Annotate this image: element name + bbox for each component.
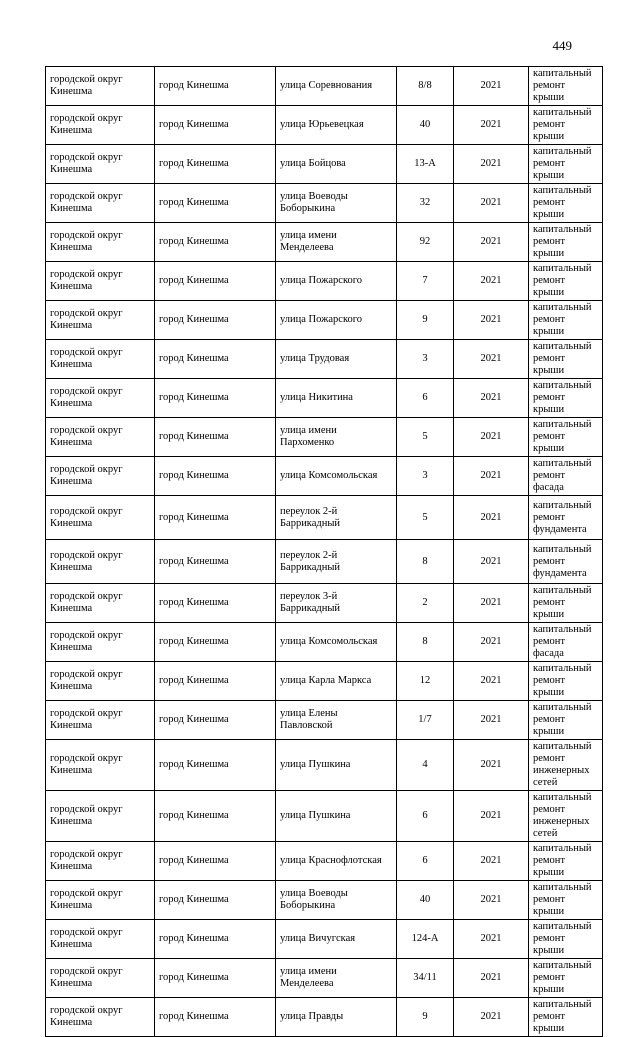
- table-row: [46, 106, 603, 145]
- street-cell: улица Воеводы Боборыкина: [276, 881, 397, 920]
- year-cell: 2021: [454, 881, 529, 920]
- municipality-cell: городской округ Кинешма: [46, 662, 155, 701]
- street-cell: улица Краснофлотская: [276, 842, 397, 881]
- repair-type-cell: капитальный ремонт крыши: [529, 145, 603, 184]
- repair-type-cell: капитальный ремонт крыши: [529, 701, 603, 740]
- street-cell: улица Пушкина: [276, 740, 397, 791]
- year-cell: 2021: [454, 791, 529, 842]
- house-number-cell: 13-А: [397, 145, 454, 184]
- table-row: [46, 379, 603, 418]
- street-cell: улица Комсомольская: [276, 623, 397, 662]
- repair-type-cell: капитальный ремонт фасада: [529, 457, 603, 496]
- street-cell: переулок 3-й Баррикадный: [276, 584, 397, 623]
- house-number-cell: 3: [397, 457, 454, 496]
- repair-type-cell: капитальный ремонт крыши: [529, 340, 603, 379]
- house-number-cell: 8/8: [397, 67, 454, 106]
- repair-program-table: [45, 66, 603, 1037]
- house-number-cell: 32: [397, 184, 454, 223]
- year-cell: 2021: [454, 340, 529, 379]
- year-cell: 2021: [454, 496, 529, 540]
- year-cell: 2021: [454, 379, 529, 418]
- house-number-cell: 124-А: [397, 920, 454, 959]
- repair-type-cell: капитальный ремонт крыши: [529, 998, 603, 1037]
- street-cell: переулок 2-й Баррикадный: [276, 496, 397, 540]
- repair-type-cell: капитальный ремонт инженерных сетей: [529, 791, 603, 842]
- year-cell: 2021: [454, 301, 529, 340]
- table-row: [46, 184, 603, 223]
- municipality-cell: городской округ Кинешма: [46, 418, 155, 457]
- house-number-cell: 6: [397, 791, 454, 842]
- house-number-cell: 6: [397, 379, 454, 418]
- street-cell: улица Карла Маркса: [276, 662, 397, 701]
- table-row: [46, 920, 603, 959]
- street-cell: улица Никитина: [276, 379, 397, 418]
- repair-type-cell: капитальный ремонт фундамента: [529, 540, 603, 584]
- street-cell: улица Бойцова: [276, 145, 397, 184]
- street-cell: улица имени Пархоменко: [276, 418, 397, 457]
- city-cell: город Кинешма: [155, 457, 276, 496]
- repair-type-cell: капитальный ремонт крыши: [529, 301, 603, 340]
- municipality-cell: городской округ Кинешма: [46, 340, 155, 379]
- year-cell: 2021: [454, 262, 529, 301]
- page-number: 449: [552, 38, 572, 53]
- year-cell: 2021: [454, 842, 529, 881]
- year-cell: 2021: [454, 662, 529, 701]
- year-cell: 2021: [454, 67, 529, 106]
- municipality-cell: городской округ Кинешма: [46, 791, 155, 842]
- year-cell: 2021: [454, 584, 529, 623]
- repair-type-cell: капитальный ремонт крыши: [529, 418, 603, 457]
- table-row: [46, 701, 603, 740]
- city-cell: город Кинешма: [155, 842, 276, 881]
- city-cell: город Кинешма: [155, 301, 276, 340]
- table-row: [46, 842, 603, 881]
- table-row: [46, 262, 603, 301]
- house-number-cell: 34/11: [397, 959, 454, 998]
- table-row: [46, 791, 603, 842]
- street-cell: улица Комсомольская: [276, 457, 397, 496]
- municipality-cell: городской округ Кинешма: [46, 998, 155, 1037]
- table-row: [46, 881, 603, 920]
- municipality-cell: городской округ Кинешма: [46, 145, 155, 184]
- year-cell: 2021: [454, 184, 529, 223]
- street-cell: улица Юрьевецкая: [276, 106, 397, 145]
- municipality-cell: городской округ Кинешма: [46, 67, 155, 106]
- repair-type-cell: капитальный ремонт фундамента: [529, 496, 603, 540]
- table-row: [46, 340, 603, 379]
- house-number-cell: 8: [397, 623, 454, 662]
- city-cell: город Кинешма: [155, 184, 276, 223]
- year-cell: 2021: [454, 540, 529, 584]
- municipality-cell: городской округ Кинешма: [46, 184, 155, 223]
- repair-type-cell: капитальный ремонт крыши: [529, 67, 603, 106]
- city-cell: город Кинешма: [155, 496, 276, 540]
- repair-type-cell: капитальный ремонт инженерных сетей: [529, 740, 603, 791]
- repair-type-cell: капитальный ремонт крыши: [529, 662, 603, 701]
- year-cell: 2021: [454, 623, 529, 662]
- street-cell: улица Пожарского: [276, 262, 397, 301]
- city-cell: город Кинешма: [155, 418, 276, 457]
- year-cell: 2021: [454, 920, 529, 959]
- table-row: [46, 740, 603, 791]
- city-cell: город Кинешма: [155, 106, 276, 145]
- street-cell: улица Пушкина: [276, 791, 397, 842]
- year-cell: 2021: [454, 418, 529, 457]
- repair-type-cell: капитальный ремонт крыши: [529, 262, 603, 301]
- table-row: [46, 584, 603, 623]
- street-cell: улица Правды: [276, 998, 397, 1037]
- street-cell: переулок 2-й Баррикадный: [276, 540, 397, 584]
- street-cell: улица имени Менделеева: [276, 223, 397, 262]
- municipality-cell: городской округ Кинешма: [46, 701, 155, 740]
- repair-type-cell: капитальный ремонт крыши: [529, 920, 603, 959]
- year-cell: 2021: [454, 998, 529, 1037]
- year-cell: 2021: [454, 959, 529, 998]
- repair-type-cell: капитальный ремонт фасада: [529, 623, 603, 662]
- municipality-cell: городской округ Кинешма: [46, 262, 155, 301]
- year-cell: 2021: [454, 145, 529, 184]
- house-number-cell: 92: [397, 223, 454, 262]
- city-cell: город Кинешма: [155, 584, 276, 623]
- house-number-cell: 5: [397, 496, 454, 540]
- municipality-cell: городской округ Кинешма: [46, 496, 155, 540]
- city-cell: город Кинешма: [155, 701, 276, 740]
- table-row: [46, 301, 603, 340]
- municipality-cell: городской округ Кинешма: [46, 540, 155, 584]
- year-cell: 2021: [454, 457, 529, 496]
- street-cell: улица Трудовая: [276, 340, 397, 379]
- table-row: [46, 998, 603, 1037]
- repair-type-cell: капитальный ремонт крыши: [529, 584, 603, 623]
- street-cell: улица Воеводы Боборыкина: [276, 184, 397, 223]
- city-cell: город Кинешма: [155, 881, 276, 920]
- house-number-cell: 12: [397, 662, 454, 701]
- table-row: [46, 223, 603, 262]
- municipality-cell: городской округ Кинешма: [46, 740, 155, 791]
- year-cell: 2021: [454, 223, 529, 262]
- city-cell: город Кинешма: [155, 223, 276, 262]
- municipality-cell: городской округ Кинешма: [46, 881, 155, 920]
- city-cell: город Кинешма: [155, 623, 276, 662]
- table-row: [46, 959, 603, 998]
- street-cell: улица Соревнования: [276, 67, 397, 106]
- municipality-cell: городской округ Кинешма: [46, 457, 155, 496]
- city-cell: город Кинешма: [155, 998, 276, 1037]
- year-cell: 2021: [454, 701, 529, 740]
- repair-type-cell: капитальный ремонт крыши: [529, 106, 603, 145]
- city-cell: город Кинешма: [155, 662, 276, 701]
- repair-type-cell: капитальный ремонт крыши: [529, 881, 603, 920]
- repair-type-cell: капитальный ремонт крыши: [529, 184, 603, 223]
- table-row: [46, 662, 603, 701]
- table-row: [46, 496, 603, 540]
- table-row: [46, 67, 603, 106]
- municipality-cell: городской округ Кинешма: [46, 959, 155, 998]
- repair-type-cell: капитальный ремонт крыши: [529, 379, 603, 418]
- street-cell: улица имени Менделеева: [276, 959, 397, 998]
- city-cell: город Кинешма: [155, 67, 276, 106]
- house-number-cell: 1/7: [397, 701, 454, 740]
- house-number-cell: 2: [397, 584, 454, 623]
- street-cell: улица Вичугская: [276, 920, 397, 959]
- table-body: [46, 67, 603, 1037]
- house-number-cell: 5: [397, 418, 454, 457]
- table-row: [46, 145, 603, 184]
- city-cell: город Кинешма: [155, 959, 276, 998]
- street-cell: улица Елены Павловской: [276, 701, 397, 740]
- city-cell: город Кинешма: [155, 540, 276, 584]
- city-cell: город Кинешма: [155, 262, 276, 301]
- house-number-cell: 3: [397, 340, 454, 379]
- table-row: [46, 540, 603, 584]
- year-cell: 2021: [454, 740, 529, 791]
- street-cell: улица Пожарского: [276, 301, 397, 340]
- municipality-cell: городской округ Кинешма: [46, 584, 155, 623]
- house-number-cell: 4: [397, 740, 454, 791]
- table-row: [46, 623, 603, 662]
- municipality-cell: городской округ Кинешма: [46, 920, 155, 959]
- city-cell: город Кинешма: [155, 740, 276, 791]
- house-number-cell: 40: [397, 881, 454, 920]
- house-number-cell: 6: [397, 842, 454, 881]
- city-cell: город Кинешма: [155, 791, 276, 842]
- municipality-cell: городской округ Кинешма: [46, 379, 155, 418]
- house-number-cell: 40: [397, 106, 454, 145]
- repair-type-cell: капитальный ремонт крыши: [529, 959, 603, 998]
- year-cell: 2021: [454, 106, 529, 145]
- city-cell: город Кинешма: [155, 145, 276, 184]
- house-number-cell: 9: [397, 301, 454, 340]
- table-row: [46, 418, 603, 457]
- municipality-cell: городской округ Кинешма: [46, 106, 155, 145]
- house-number-cell: 9: [397, 998, 454, 1037]
- house-number-cell: 7: [397, 262, 454, 301]
- city-cell: город Кинешма: [155, 340, 276, 379]
- table-row: [46, 457, 603, 496]
- municipality-cell: городской округ Кинешма: [46, 223, 155, 262]
- city-cell: город Кинешма: [155, 920, 276, 959]
- house-number-cell: 8: [397, 540, 454, 584]
- repair-type-cell: капитальный ремонт крыши: [529, 842, 603, 881]
- municipality-cell: городской округ Кинешма: [46, 301, 155, 340]
- repair-type-cell: капитальный ремонт крыши: [529, 223, 603, 262]
- municipality-cell: городской округ Кинешма: [46, 623, 155, 662]
- city-cell: город Кинешма: [155, 379, 276, 418]
- municipality-cell: городской округ Кинешма: [46, 842, 155, 881]
